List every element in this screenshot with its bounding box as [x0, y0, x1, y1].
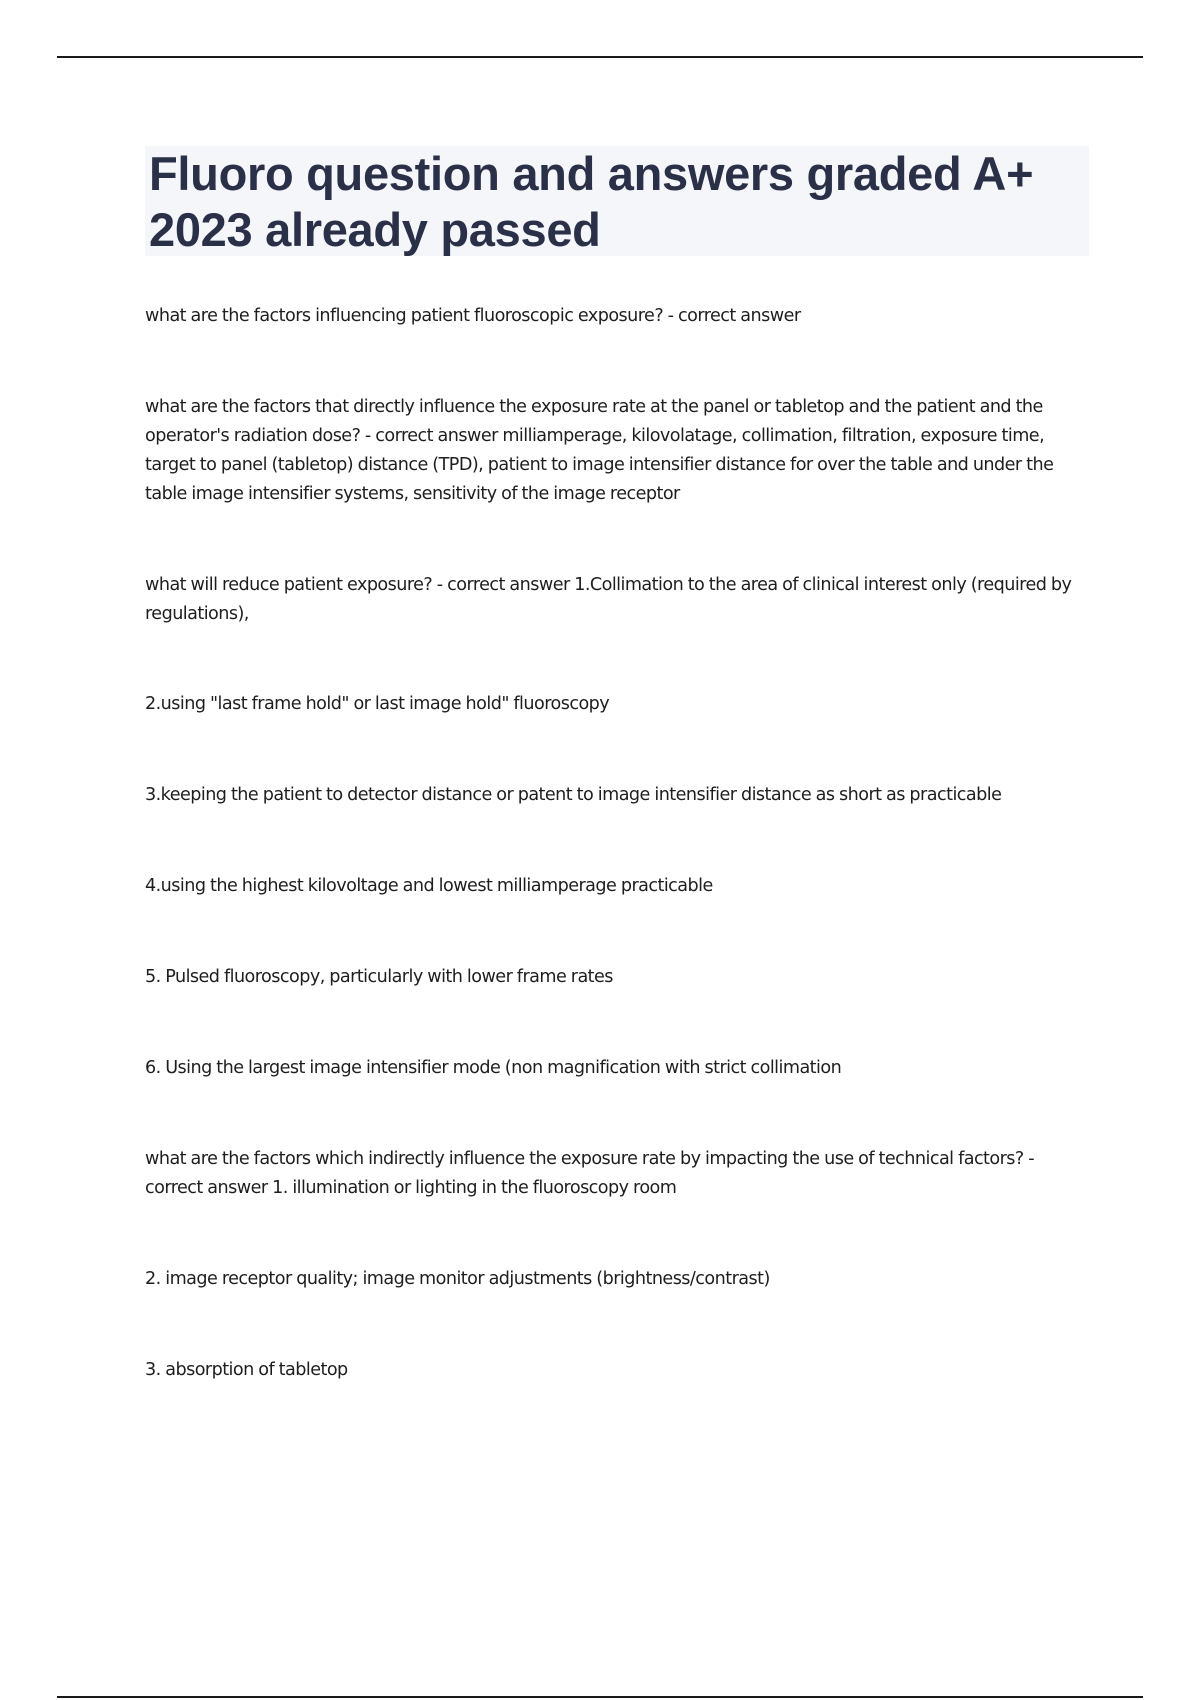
document-title: Fluoro question and answers graded A+ 2023 already passed [149, 147, 1034, 256]
paragraph-8: 6. Using the largest image intensifier mode (non magnification with strict collimation [145, 1058, 842, 1078]
paragraph-11: 3. absorption of tabletop [145, 1360, 348, 1380]
paragraph-9: what are the factors which indirectly influence the exposure rate by impacting the use of technical factors? - correct answer 1. illumination or lighting in the fluoroscopy room [145, 1149, 1035, 1198]
paragraph-3: what will reduce patient exposure? - correct answer 1.Collimation to the area of clinical interest only (required by regulations), [145, 575, 1072, 624]
paragraph-4: 2.using "last frame hold" or last image hold" fluoroscopy [145, 694, 610, 714]
paragraph-7: 5. Pulsed fluoroscopy, particularly with lower frame rates [145, 967, 613, 987]
paragraph-10: 2. image receptor quality; image monitor adjustments (brightness/contrast) [145, 1269, 770, 1289]
title-block [145, 146, 1089, 256]
document-body [145, 302, 1085, 1385]
paragraph-1: what are the factors influencing patient fluoroscopic exposure? - correct answer [145, 306, 801, 326]
paragraph-5: 3.keeping the patient to detector distance or patent to image intensifier distance as short as practicable [145, 785, 1002, 805]
header-rule [57, 56, 1143, 58]
paragraph-6: 4.using the highest kilovoltage and lowest milliamperage practicable [145, 876, 713, 896]
paragraph-2: what are the factors that directly influence the exposure rate at the panel or tabletop and the patient and the operator's radiation dose? - correct answer milliamperage, kilovolatage, collimation, filtration, exposure time, target to panel (tabletop) distance (TPD), patient to image intensifier distance for over the table and under the table image intensifier systems, sensitivity of the image receptor [145, 397, 1054, 504]
footer-rule [57, 1696, 1143, 1698]
